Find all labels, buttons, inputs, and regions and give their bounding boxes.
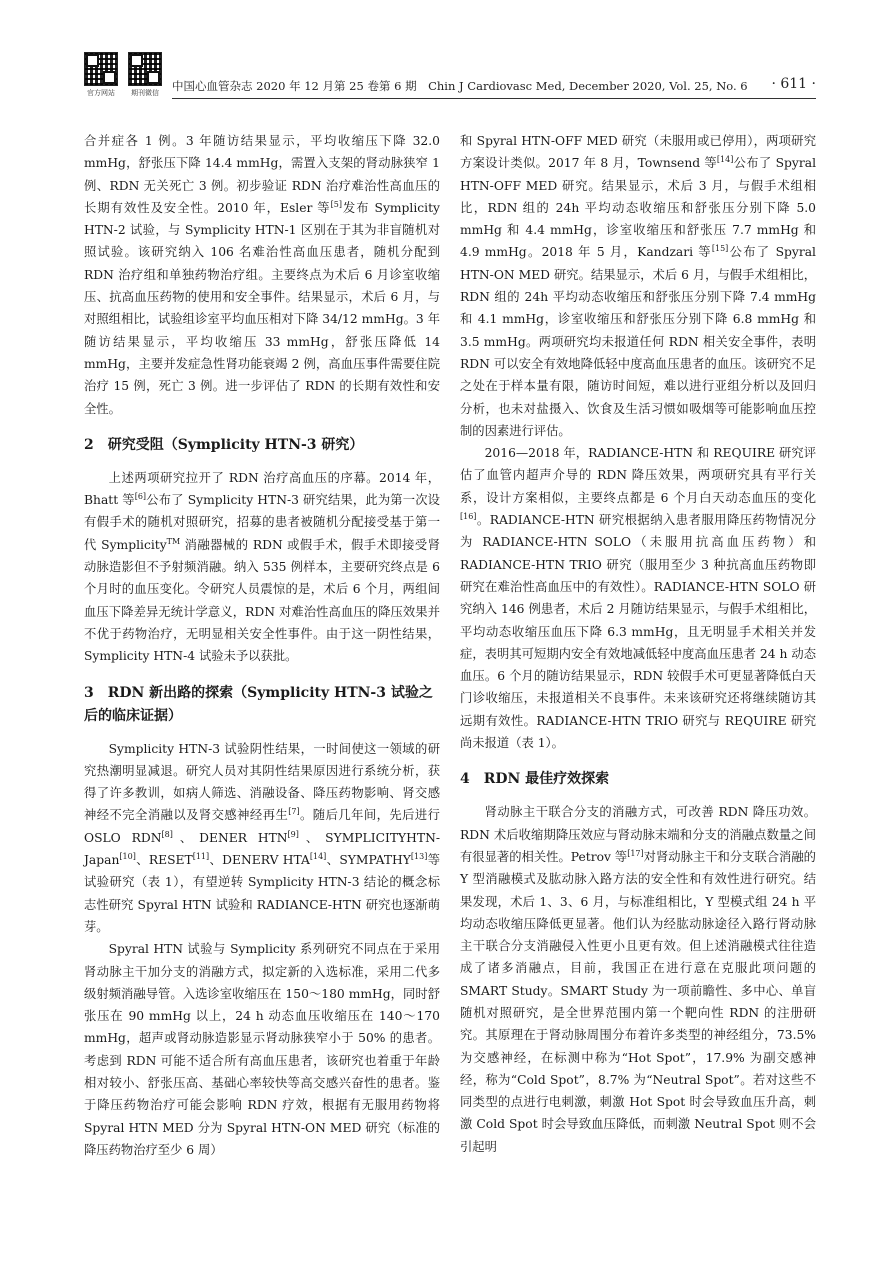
citation-ref[interactable]: [10] <box>119 851 136 861</box>
qr-caption-wechat: 期刊微信 <box>131 89 159 97</box>
citation-ref[interactable]: [5] <box>330 199 342 209</box>
paragraph: 合并症各 1 例。3 年随访结果显示，平均收缩压下降 32.0 mmHg，舒张压下降 14.4 mmHg，需置入支架的肾动脉狭窄 1 例、RDN 无关死亡 3 例。初步验证 RDN 治疗难治性高血压的长期有效性及安全性。2010 年，Esler 等[5]发布 Symplicity HTN-2 试验，与 Symplicity HTN-1 区别在于其为非盲随机对照试验。该研究纳入 106 名难治性高血压患者，随机分配到 RDN 治疗组和单独药物治疗组。主要终点为术后 6 月诊室收缩压、抗高血压药物的使用和安全事件。结果显示，术后 6 月，与对照组相比，试验组诊室平均血压相对下降 34/12 mmHg。3 年随访结果显示，平均收缩压 33 mmHg，舒张压降低 14 mmHg，主要并发症急性肾功能衰竭 2 例，高血压事件需要住院治疗 15 例，死亡 3 例。进一步评估了 RDN 的长期有效性和安全性。 <box>84 134 440 416</box>
qr-caption-website: 官方网站 <box>87 89 115 97</box>
citation-ref[interactable]: [8] <box>161 829 173 839</box>
citation-ref[interactable]: [13] <box>410 851 428 861</box>
citation-ref[interactable]: [11] <box>192 851 210 861</box>
page-header <box>84 52 816 106</box>
right-column <box>460 130 816 1158</box>
paragraph: Spyral HTN 试验与 Symplicity 系列研究不同点在于采用肾动脉主干加分支的消融方式，拟定新的入选标准，采用二代多级射频消融导管。入选诊室收缩压在 150～180 mmHg，同时舒张压在 90 mmHg 以上，24 h 动态血压收缩压在 140～170 mmHg，超声或肾动脉造影显示肾动脉狭窄小于 50% 的患者。考虑到 RDN 可能不适合所有高血压患者，该研究也着重于年龄相对较小、舒张压高、基础心率较快等高交感兴奋性的患者。鉴于降压药物治疗可能会影响 RDN 疗效，根据有无服用药物将 Spyral HTN MED 分为 Spyral HTN-ON MED 研究（标准的降压药物治疗至少 6 周） <box>84 942 440 1157</box>
page-number: · 611 · <box>771 76 816 92</box>
paragraph: 肾动脉主干联合分支的消融方式，可改善 RDN 降压功效。RDN 术后收缩期降压效应与肾动脉末端和分支的消融点数量之间有很显著的相关性。Petrov 等[17]对肾动脉主干和分支联合消融的 Y 型消融模式及肱动脉入路方法的安全性和有效性进行研究。结果发现，术后 1、3、6 月，与标准组相比，Y 型模式组 24 h 平均动态收缩压降低更显著。他们认为经肱动脉途径入路行肾动脉主干联合分支消融侵入性更小且更有效。但上述消融模式往往造成了诸多消融点，目前，我国正在进行意在克服此项问题的 SMART Study。SMART Study 为一项前瞻性、多中心、单盲随机对照研究，是全世界范围内第一个靶向性 RDN 的注册研究。其原理在于肾动脉周围分布着许多类型的神经组分，73.5% 为交感神经，在标测中称为“Hot Spot”，17.9% 为副交感神经，称为“Cold Spot”，8.7% 为“Neutral Spot”。若对这些不同类型的点进行电刺激，刺激 Hot Spot 时会导致血压升高，刺激 Cold Spot 时会导致血压降低，而刺激 Neutral Spot 则不会引起明 <box>460 805 816 1154</box>
header-rule <box>172 98 816 99</box>
citation-ref[interactable]: [6] <box>134 492 147 502</box>
wechat-qr-code-icon[interactable] <box>128 52 162 86</box>
citation-ref[interactable]: [7] <box>288 807 300 817</box>
journal-citation: 中国心血管杂志 2020 年 12 月第 25 卷第 6 期 Chin J Cardiovasc Med, December 2020, Vol. 25, No. 6 <box>172 79 748 93</box>
paragraph: 和 Spyral HTN-OFF MED 研究（未服用或已停用），两项研究方案设计类似。2017 年 8 月，Townsend 等[14]公布了 Spyral HTN-OFF MED 研究。结果显示，术后 3 月，与假手术组相比，RDN 组的 24h 平均动态收缩压和舒张压分别下降 5.0 mmHg 和 4.4 mmHg，诊室收缩压和舒张压 7.7 mmHg 和 4.9 mmHg。2018 年 5 月，Kandzari 等[15]公布了 Spyral HTN-ON MED 研究。结果显示，术后 6 月，与假手术组相比，RDN 组的 24h 平均动态收缩压和舒张压分别下降 7.4 mmHg 和 4.1 mmHg，诊室收缩压和舒张压分别下降 6.8 mmHg 和 3.5 mmHg。两项研究均未报道任何 RDN 相关安全事件，表明 RDN 可以安全有效地降低轻中度高血压患者的血压。该研究不足之处在于样本量有限，随访时间短，难以进行亚组分析以及回归分析，也未对盐摄入、饮食及生活习惯如吸烟等可能影响血压控制的因素进行评估。 <box>460 134 817 438</box>
paragraph: 2016—2018 年，RADIANCE-HTN 和 REQUIRE 研究评估了血管内超声介导的 RDN 降压效果，两项研究具有平行关系，设计方案相似，主要终点都是 6 个月白天动态血压的变化[16]。RADIANCE-HTN 研究根据纳入患者服用降压药物情况分为 RADIANCE-HTN SOLO（未服用抗高血压药物）和 RADIANCE-HTN TRIO 研究（服用至少 3 种抗高血压药物即研究在难治性高血压中的有效性）。RADIANCE-HTN SOLO 研究纳入 146 例患者，术后 2 月随访结果显示，与假手术组相比，平均动态收缩压血压下降 6.3 mmHg，且无明显手术相关并发症，表明其可短期内安全有效地减低轻中度高血压患者 24 h 动态血压。6 个月的随访结果显示，RDN 较假手术可更显著降低白天门诊收缩压，未报道相关不良事件。未来该研究还将继续随访其远期有效性。RADIANCE-HTN TRIO 研究与 REQUIRE 研究尚未报道（表 1）。 <box>460 446 816 751</box>
citation-ref[interactable]: [16] <box>460 511 477 521</box>
section-heading-4: 4 RDN 最佳疗效探索 <box>460 771 610 788</box>
citation-ref[interactable]: [9] <box>287 829 299 839</box>
citation-ref[interactable]: [14] <box>716 155 734 165</box>
paragraph: 上述两项研究拉开了 RDN 治疗高血压的序幕。2014 年，Bhatt 等[6]公布了 Symplicity HTN-3 研究结果，此为第一次设有假手术的随机对照研究，招募的患者被随机分配接受基于第一代 Symplicity™ 消融器械的 RDN 或假手术，假手术即接受肾动脉造影但不予射频消融。纳入 535 例样本，主要研究终点是 6 个月时的血压变化。令研究人员震惊的是，术后 6 个月，两组间血压下降差异无统计学意义，RDN 对难治性高血压的降压效果并不优于药物治疗，无明显相关安全性事件。由于这一阴性结果，Symplicity HTN-4 试验未予以获批。 <box>84 470 440 664</box>
paragraph: Symplicity HTN-3 试验阴性结果，一时间使这一领域的研究热潮明显减退。研究人员对其阴性结果原因进行系统分析，获得了许多教训，如病人筛选、消融设备、降压药物影响、肾交感神经不完全消融以及肾交感神经再生[7]。随后几年间，先后进行 OSLO RDN[8]、DENER HTN[9]、SYMPLICITYHTN-Japan[10]、RESET[11]、DENERV HTA[14]、SYMPATHY[13]等试验研究（表 1），有望逆转 Symplicity HTN-3 结论的概念标志性研究 Spyral HTN 试验和 RADIANCE-HTN 研究也逐渐萌芽。 <box>84 741 441 934</box>
section-heading-3: 3 RDN 新出路的探索（Symplicity HTN-3 试验之后的临床证据） <box>84 684 433 724</box>
section-heading-2: 2 研究受阻（Symplicity HTN-3 研究） <box>84 436 364 453</box>
left-column <box>84 130 440 1161</box>
website-qr-code-icon[interactable] <box>84 52 118 86</box>
citation-ref[interactable]: [15] <box>711 244 729 254</box>
citation-ref[interactable]: [17] <box>627 848 644 858</box>
trademark-mark: TM <box>166 536 181 546</box>
citation-ref[interactable]: [14] <box>309 851 327 861</box>
